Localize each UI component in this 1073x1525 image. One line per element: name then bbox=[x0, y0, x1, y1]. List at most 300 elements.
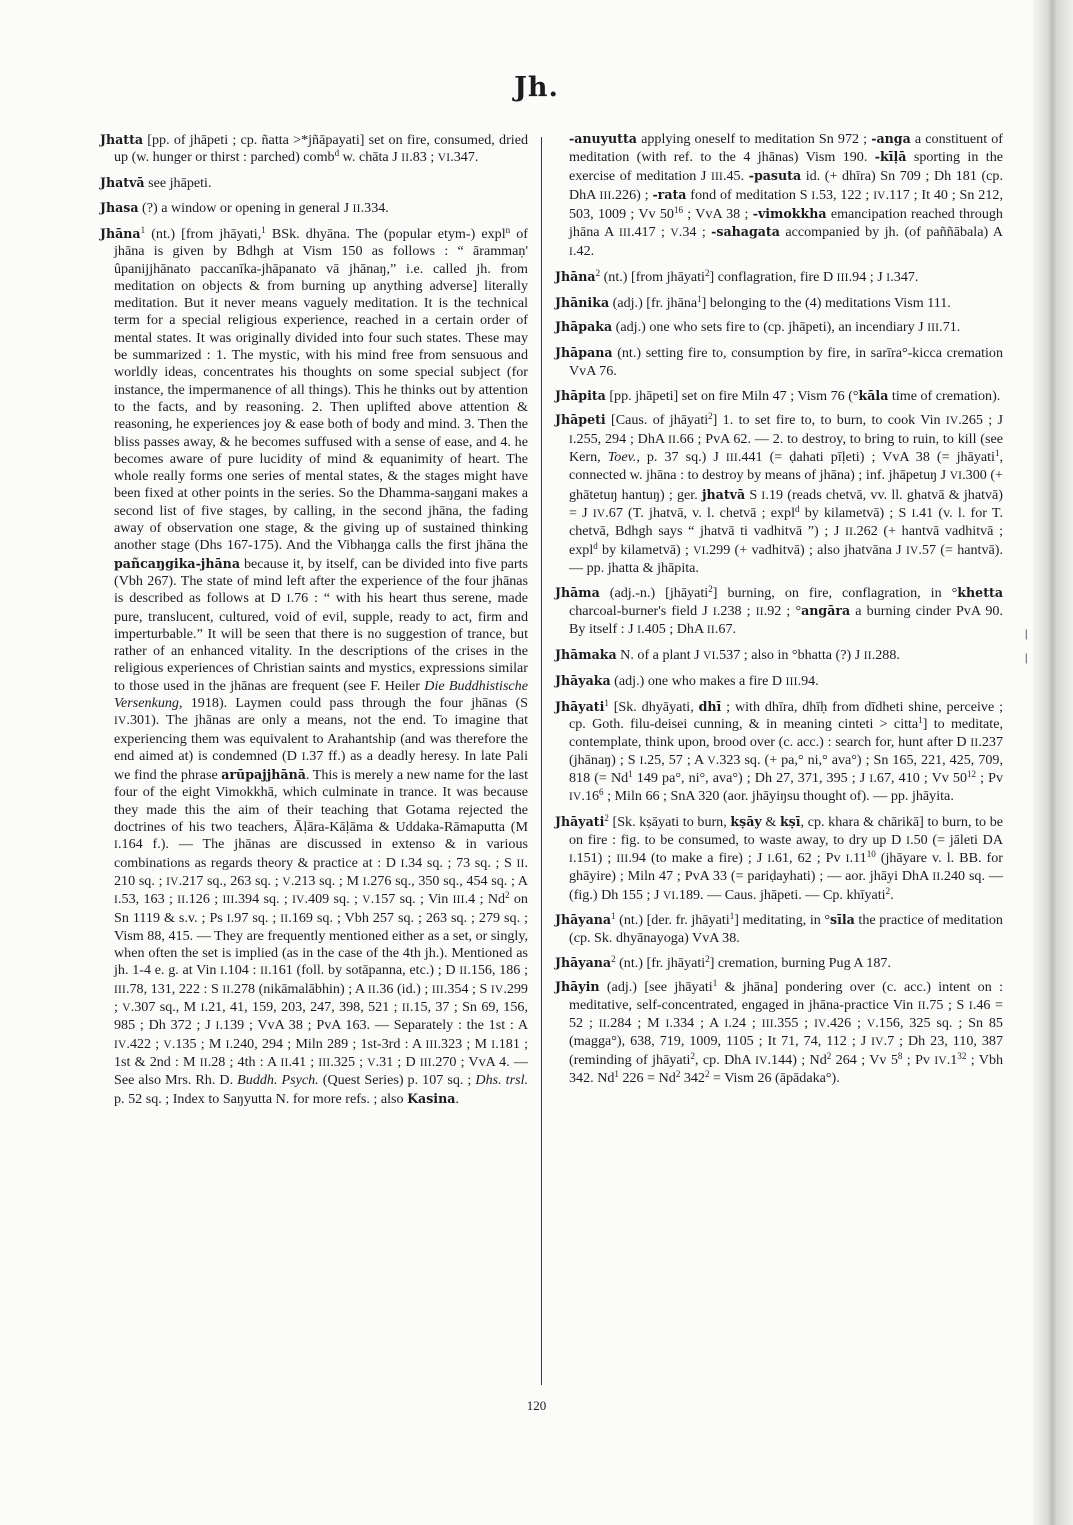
entry-volume-numeral: I bbox=[761, 489, 766, 502]
entry-volume-numeral: I bbox=[569, 245, 573, 258]
entry-volume-numeral: I bbox=[301, 750, 306, 763]
entry-volume-numeral: I bbox=[968, 999, 973, 1012]
entry-volume-numeral: II bbox=[199, 1056, 208, 1069]
entry-volume-numeral: III bbox=[711, 170, 723, 183]
dictionary-entry bbox=[100, 199, 528, 218]
entry-volume-numeral: II bbox=[280, 912, 289, 925]
entry-text: .237 (jhānaŋ) ; S bbox=[569, 733, 1003, 768]
entry-text: .354 ; S bbox=[443, 980, 491, 997]
entry-text: .240, 294 ; Miln 289 ; 1st-3rd : A bbox=[229, 1035, 426, 1052]
entry-headword: Jhāna bbox=[100, 225, 141, 241]
entry-superscript: d bbox=[334, 148, 340, 159]
entry-text: .169 sq. ; Vbh 257 sq. ; 263 sq. ; 279 sq. ; Vism 88, 415. — They are frequently mentioned either as a set, or singly, when often the set is implied (as in the case of the 4th jh.). Mentioned as jh. 1-4 e. g. at Vin bbox=[114, 909, 528, 979]
entry-superscript: 2 bbox=[708, 411, 713, 422]
entry-bold-term: -sahagata bbox=[711, 224, 780, 240]
entry-volume-numeral: II bbox=[177, 894, 186, 907]
entry-volume-numeral: II bbox=[260, 965, 269, 978]
entry-volume-numeral: II bbox=[401, 1002, 410, 1015]
entry-text: .347. bbox=[450, 149, 479, 166]
entry-text: 264 ; Vv 5 bbox=[831, 1051, 898, 1068]
entry-italic-text: Dhs. trsl. bbox=[475, 1072, 529, 1089]
entry-text: .25, 57 ; A bbox=[643, 751, 708, 768]
entry-text: .355 ; bbox=[773, 1015, 815, 1032]
entry-text: .41 (v. l. for T. chetvā, Bdhgh says “ jhatvā ti vadhitvā ”) ; J bbox=[569, 504, 1004, 540]
entry-superscript: 1 bbox=[628, 769, 633, 780]
entry-text: .144) ; Nd bbox=[767, 1051, 827, 1068]
entry-headword: Jhāpita bbox=[555, 387, 606, 403]
entry-volume-numeral: I bbox=[767, 852, 772, 865]
entry-text: .409 sq. ; bbox=[304, 891, 363, 908]
entry-volume-numeral: VI bbox=[949, 470, 963, 483]
entry-volume-numeral: I bbox=[400, 857, 405, 870]
entry-volume-numeral: V bbox=[163, 1038, 172, 1051]
entry-volume-numeral: I bbox=[569, 433, 573, 446]
entry-volume-numeral: II bbox=[970, 736, 979, 749]
entry-bold-term: khetta bbox=[957, 584, 1003, 600]
entry-headword: Jhāyin bbox=[555, 979, 600, 995]
entry-superscript: 2 bbox=[705, 953, 710, 964]
entry-text: .94 (to make a fire) ; J bbox=[628, 849, 768, 866]
entry-volume-numeral: IV bbox=[755, 1054, 768, 1067]
entry-text: .213 sq. ; M bbox=[290, 872, 363, 889]
page-gutter-shadow bbox=[1033, 0, 1073, 1525]
entry-continuation bbox=[555, 130, 1003, 261]
entry-volume-numeral: IV bbox=[871, 1036, 884, 1049]
entry-volume-numeral: III bbox=[725, 452, 738, 465]
entry-volume-numeral: II bbox=[755, 605, 764, 618]
entry-text: the practice of meditation (cp. Sk. dhyānayoga) VvA 38. bbox=[569, 912, 1003, 946]
entry-volume-numeral: V bbox=[866, 1018, 876, 1031]
entry-text: .117 ; It 40 ; Sn 212, 503, 1009 ; Vv 50 bbox=[569, 186, 1003, 223]
entry-text: .278 (nikāmalābhin) ; A bbox=[230, 980, 368, 997]
entry-text: . 210 sq. ; bbox=[114, 854, 528, 889]
entry-bold-term: sīla bbox=[830, 912, 855, 928]
entry-volume-numeral: II bbox=[352, 203, 361, 216]
entry-text: .24 ; bbox=[728, 1015, 762, 1032]
dictionary-entry bbox=[555, 268, 1003, 287]
entry-volume-numeral: II bbox=[401, 152, 410, 165]
entry-bold-term: arūpajjhānā bbox=[221, 767, 306, 783]
entry-volume-numeral: IV bbox=[114, 715, 127, 728]
entry-text: .71. bbox=[939, 319, 961, 336]
entry-text: .126 ; bbox=[185, 891, 223, 908]
entry-bold-term: angāra bbox=[801, 602, 851, 618]
entry-volume-numeral: V bbox=[670, 227, 679, 240]
entry-superscript: d bbox=[593, 540, 598, 551]
entry-bold-term: -rata bbox=[652, 186, 687, 202]
entry-volume-numeral: I bbox=[220, 965, 225, 978]
entry-headword: Jhāmaka bbox=[555, 647, 617, 663]
entry-volume-numeral: VI bbox=[703, 650, 716, 663]
entry-text: id. (+ dhīra) Sn 709 ; Dh 181 (cp. DhA bbox=[569, 167, 1003, 203]
dictionary-entry bbox=[555, 344, 1003, 380]
entry-text: (adj.-n.) [jhāyati bbox=[599, 584, 709, 601]
entry-text: .161 (foll. by sotāpanna, etc.) ; D bbox=[268, 962, 460, 979]
entry-text: , connected w. jhāna : to destroy by means of jhāna) ; inf. jhāpetuŋ J bbox=[569, 449, 1003, 484]
entry-headword: Jhāyati bbox=[555, 698, 605, 714]
dictionary-entry bbox=[555, 698, 1003, 807]
entry-superscript: 1 bbox=[712, 978, 718, 989]
entry-text: [Sk. dhyāyati, bbox=[608, 698, 699, 715]
entry-headword: Jhāna bbox=[555, 268, 596, 284]
entry-superscript: 2 bbox=[595, 267, 601, 278]
entry-superscript: 10 bbox=[866, 848, 876, 859]
entry-bold-term: -vimokkha bbox=[752, 206, 827, 222]
entry-bold-term: dhī bbox=[698, 698, 722, 714]
entry-text: .537 ; also in °bhatta (?) J bbox=[715, 647, 864, 664]
entry-volume-numeral: IV bbox=[166, 875, 179, 888]
entry-volume-numeral: IV bbox=[569, 791, 582, 804]
entry-text: & jhāna] pondering over (c. acc.) intent on : meditative, self-concentrated, engaged in jhāna-practice Vin bbox=[569, 979, 1003, 1013]
entry-text: .238 ; bbox=[716, 602, 756, 619]
entry-superscript: 32 bbox=[957, 1050, 967, 1061]
entry-headword: Jhāyaka bbox=[555, 673, 611, 689]
entry-text: 342 bbox=[680, 1069, 705, 1086]
entry-text: ] belonging to the (4) meditations Vism 111. bbox=[701, 294, 951, 311]
entry-text: (adj.) [fr. jhāna bbox=[609, 294, 698, 311]
entry-text: .265 ; J bbox=[958, 412, 1003, 429]
entry-text: [pp. of jhāpeti ; cp. ñatta >*jñāpayati] set on fire, consumed, dried up (w. hunger or thirst : parched) comb bbox=[114, 132, 528, 166]
entry-volume-numeral: III bbox=[599, 189, 612, 202]
entry-text: .83 ; bbox=[409, 149, 438, 166]
entry-volume-numeral: II bbox=[932, 871, 941, 884]
entry-text: .151) ; bbox=[573, 849, 617, 866]
entry-text: .94. bbox=[797, 673, 819, 690]
entry-text: .276 sq., 350 sq., 454 sq. ; A bbox=[366, 872, 528, 889]
entry-text: .270 ; VvA 4. — See also Mrs. Rh. D. bbox=[114, 1053, 528, 1089]
entry-text: .31 ; D bbox=[375, 1053, 420, 1070]
entry-superscript: 1 bbox=[614, 1068, 619, 1079]
entry-volume-numeral: I bbox=[724, 1018, 729, 1031]
entry-text: fond of meditation S bbox=[686, 186, 812, 203]
entry-text: .323 sq. (+ pa,° ni,° ava°) ; Sn 165, 221, 425, 709, 818 (= Nd bbox=[569, 751, 1003, 787]
dictionary-entry bbox=[100, 225, 528, 1108]
entry-volume-numeral: III bbox=[927, 322, 940, 335]
entry-text: .164 f.). — The jhānas are discussed in extenso & in various combinations as regards theory & practice at : D bbox=[114, 836, 528, 871]
page-number: 120 bbox=[526, 1398, 547, 1413]
entry-text: .57 (= hantvā). — pp. jhatta & jhāpita. bbox=[569, 541, 1003, 576]
entry-superscript: 1 bbox=[697, 293, 702, 304]
entry-text: emancipation reached through jhāna A bbox=[569, 206, 1003, 241]
entry-volume-numeral: III bbox=[616, 852, 629, 865]
entry-text: .334 ; A bbox=[669, 1015, 725, 1032]
entry-text: ; Pv bbox=[976, 770, 1003, 787]
entry-volume-numeral: V bbox=[282, 875, 291, 888]
entry-volume-numeral: IV bbox=[945, 415, 959, 428]
entry-bold-term: -pasuta bbox=[748, 167, 802, 183]
entry-volume-numeral: II bbox=[668, 433, 677, 446]
entry-headword: Jhāma bbox=[555, 584, 600, 600]
entry-text: .156, 186 ; bbox=[467, 962, 528, 979]
entry-superscript: 1 bbox=[604, 697, 609, 708]
entry-volume-numeral: III bbox=[836, 271, 849, 284]
entry-volume-numeral: III bbox=[318, 1056, 331, 1069]
entry-superscript: 8 bbox=[897, 1050, 903, 1061]
entry-text: a constituent of meditation (with ref. to the 4 jhānas) Vism 190. bbox=[569, 131, 1003, 166]
entry-volume-numeral: V bbox=[707, 754, 716, 767]
entry-text: , 1918). Laymen could pass through the four jhānas (S bbox=[178, 694, 528, 711]
entry-bold-term: Kasina bbox=[407, 1090, 456, 1106]
entry-superscript: 6 bbox=[599, 787, 604, 798]
entry-text: .61, 62 ; Pv bbox=[771, 849, 846, 866]
entry-text: ] to meditate, contemplate, think upon, brood over (c. acc.) : search for, hunt after D bbox=[569, 716, 1004, 750]
entry-volume-numeral: II bbox=[367, 983, 376, 996]
entry-text: .426 ; bbox=[826, 1015, 867, 1032]
entry-superscript: 2 bbox=[704, 1068, 710, 1079]
entry-text: .34 sq. ; 73 sq. ; S bbox=[404, 854, 517, 871]
entry-superscript: 2 bbox=[505, 890, 510, 901]
entry-text: ; VvA 38 ; bbox=[682, 206, 753, 223]
entry-bold-term: kṣāy bbox=[730, 814, 762, 830]
entry-superscript: 1 bbox=[729, 911, 735, 922]
dictionary-entry bbox=[100, 174, 528, 192]
entry-text: .50 (= jāleti DA bbox=[910, 831, 1004, 848]
entry-text: by kilametvā) ; bbox=[597, 541, 694, 558]
entry-text: .156, 325 sq. ; Sn 85 (magga°), 638, 719, 1009, 1105 ; It 71, 74, 112 ; J bbox=[569, 1015, 1003, 1050]
entry-text: .157 sq. ; Vin bbox=[370, 891, 453, 908]
dictionary-entry bbox=[555, 672, 1003, 691]
entry-text: p. 52 sq. ; Index to Saŋyutta N. for more refs. ; also bbox=[114, 1090, 408, 1107]
entry-text: .104 : bbox=[224, 962, 261, 979]
dictionary-entry bbox=[100, 131, 528, 168]
entry-text: .4 ; Nd bbox=[464, 891, 506, 908]
entry-text: .36 (id.) ; bbox=[375, 980, 432, 997]
entry-superscript: 16 bbox=[673, 205, 683, 216]
entry-text: .299 (+ vadhitvā) ; also jhatvāna J bbox=[705, 541, 906, 558]
entry-text: .53, 122 ; bbox=[815, 186, 874, 203]
entry-text: .135 ; M bbox=[171, 1035, 226, 1052]
entry-text: . bbox=[890, 886, 894, 903]
entry-text: .78, 131, 222 : S bbox=[125, 980, 223, 997]
entry-headword: Jhāpeti bbox=[555, 412, 606, 428]
entry-text: (nt.) setting fire to, consumption by fire, in sarīra°-kicca cremation VvA 76. bbox=[569, 345, 1003, 379]
entry-text: [Sk. kṣāyati to burn, bbox=[608, 814, 731, 831]
entry-volume-numeral: III bbox=[425, 1038, 438, 1051]
entry-volume-numeral: IV bbox=[292, 894, 305, 907]
entry-headword: Jhāyana bbox=[555, 912, 612, 928]
entry-superscript: 1 bbox=[140, 224, 146, 235]
entry-volume-numeral: II bbox=[280, 1056, 289, 1069]
entry-volume-numeral: I bbox=[665, 1018, 670, 1031]
entry-text: applying oneself to meditation Sn 972 ; bbox=[636, 131, 872, 147]
entry-volume-numeral: I bbox=[225, 1038, 230, 1051]
entry-text: sporting in the exercise of meditation J bbox=[569, 149, 1003, 184]
entry-text: (adj.) one who makes a fire D bbox=[610, 673, 786, 690]
entry-volume-numeral: III bbox=[452, 894, 465, 907]
entry-volume-numeral: III bbox=[431, 983, 444, 996]
entry-text: accompanied by jh. (of paññābala) A bbox=[779, 224, 1003, 241]
entry-text: .217 sq., 263 sq. ; bbox=[178, 872, 283, 889]
entry-text: .41 ; bbox=[288, 1053, 319, 1070]
entry-text: .28 ; 4th : A bbox=[207, 1053, 281, 1070]
entry-volume-numeral: III bbox=[785, 676, 798, 689]
dictionary-entry bbox=[555, 584, 1003, 640]
dictionary-entry bbox=[555, 954, 1003, 972]
entry-text: .76 : “ with his heart thus serene, made pure, translucent, cultured, void of evil, supple, ready to act, firm and imperturbable.” It will be seen that there is no suggestion of trance, but rather of an enhanced vitality. In the descriptions of the crises in the religious experiences of Christian saints and mystics, expressions similar to those used in the jhānas are frequent (see F. Heiler bbox=[114, 590, 528, 694]
entry-volume-numeral: II bbox=[516, 857, 525, 870]
entry-superscript: d bbox=[795, 503, 800, 514]
entry-text: .75 ; S bbox=[925, 996, 969, 1013]
entry-text: .94 ; J bbox=[848, 268, 887, 285]
entry-volume-numeral: VI bbox=[662, 889, 676, 902]
entry-text: .53, 163 ; bbox=[118, 891, 178, 908]
entry-text: .21, 41, 159, 203, 247, 398, 521 ; bbox=[204, 999, 402, 1016]
entry-headword: Jhāpana bbox=[555, 345, 613, 361]
entry-volume-numeral: II bbox=[917, 999, 926, 1012]
entry-text: ] conflagration, fire D bbox=[709, 268, 837, 285]
entry-volume-numeral: III bbox=[618, 227, 631, 240]
entry-text: of jhāna is given by Bdhgh at Vism 150 as follows : “ ārammaṇ' ûpanijjhānato paccanīka-jhāpanato vā jhānaŋ,” i.e. called jh. from meditation on objects & from burning up anything adverse] literally meditation. But it never means vaguely meditation. It is the technical term for a special religious experience, reached in a certain order of mental states. It was originally divided into four such states. These may be summarized : 1. The mystic, with his mind free from sensuous and worldly ideas, concentrates his thoughts on some special subject (for instance, the impermanence of all things). This he thinks out by attention to the facts, and by reasoning. 2. Then uplifted above attention & reasoning, he experiences joy & ease both of body and mind. 3. Then the bliss passes away, & he becomes suffused with a sense of ease, and 4. he becomes aware of pure lucidity of mind & equanimity of heart. The whole really forms one series of mental states, & the stages might have been fixed at other points in the series. So the Dhamma-saŋgani makes a second list of five stages, by calling, in the second jhāna, the fading away of observation one stage, & the giving up of sustained thinking another stage (Dhs 167-175). And the Vibhaŋga calls the first jhāna the bbox=[114, 225, 529, 554]
entry-superscript: n bbox=[505, 224, 511, 235]
entry-volume-numeral: VI bbox=[693, 544, 706, 557]
entry-volume-numeral: I bbox=[200, 1002, 205, 1015]
entry-text: by kilametvā) ; S bbox=[799, 504, 912, 521]
entry-volume-numeral: I bbox=[215, 1020, 220, 1033]
entry-superscript: 1 bbox=[994, 448, 1000, 459]
entry-bold-term: jhatvā bbox=[701, 486, 746, 502]
entry-text: (adj.) [see jhāyati bbox=[599, 979, 713, 996]
entry-text: .307 sq., M bbox=[130, 999, 201, 1016]
dictionary-entry bbox=[555, 294, 1003, 312]
entry-text: (nt.) [der. fr. jhāyati bbox=[615, 912, 730, 929]
entry-text: .347. bbox=[890, 268, 919, 285]
entry-headword: Jhatvā bbox=[100, 175, 145, 191]
entry-bold-term: -anga bbox=[871, 131, 911, 146]
entry-volume-numeral: V bbox=[362, 894, 371, 907]
entry-volume-numeral: I bbox=[637, 624, 642, 637]
entry-text: (?) a window or opening in general J bbox=[138, 200, 353, 217]
entry-superscript: 2 bbox=[690, 1050, 695, 1061]
entry-text: ; Vbh 342. Nd bbox=[569, 1051, 1004, 1086]
entry-volume-numeral: IV bbox=[873, 189, 886, 202]
entry-text: . This is merely a new name for the last four of the eight Vimokkhā, which culminate in trance. It was because they made this the aim of their teaching that Gotama rejected the doctrines of his two teachers, Āḷāra-Kāḷāma & Uddaka-Rāmaputta (M bbox=[114, 767, 528, 836]
entry-text: . bbox=[455, 1090, 459, 1107]
entry-text: .226) ; bbox=[611, 186, 653, 203]
entry-volume-numeral: I bbox=[491, 1038, 496, 1051]
entry-volume-numeral: III bbox=[114, 983, 126, 996]
entry-text: ] 1. to set fire to, to burn, to cook Vin bbox=[712, 412, 946, 429]
entry-text: .1 bbox=[946, 1051, 958, 1068]
entry-text: .300 (+ ghātetuŋ hantuŋ) ; ger. bbox=[569, 467, 1003, 503]
entry-text: .323 ; M bbox=[437, 1035, 492, 1052]
entry-text: .262 (+ hantvā vadhitvā ; expl bbox=[569, 523, 1003, 558]
entry-text: 226 = Nd bbox=[618, 1069, 676, 1086]
entry-italic-text: Toev. bbox=[607, 449, 637, 466]
entry-volume-numeral: I bbox=[911, 507, 916, 520]
dictionary-entry bbox=[555, 978, 1003, 1087]
entry-text: .240 sq. — (fig.) Dh 155 ; J bbox=[569, 868, 1003, 903]
entry-text: .15, 37 ; Sn 69, 156, 985 ; Dh 372 ; J bbox=[114, 999, 528, 1034]
entry-text: .255, 294 ; DhA bbox=[573, 430, 669, 447]
entry-text: .19 (reads chetvā, vv. ll. ghatvā & jhatvā) = J bbox=[569, 486, 1004, 521]
right-column bbox=[555, 130, 1003, 1094]
entry-text: .92 ; ° bbox=[763, 602, 802, 619]
entry-volume-numeral: V bbox=[367, 1056, 376, 1069]
entry-text: .284 ; M bbox=[606, 1015, 666, 1032]
entry-text: .422 ; bbox=[126, 1035, 164, 1052]
entry-superscript: 2 bbox=[611, 953, 616, 964]
entry-volume-numeral: I bbox=[869, 773, 874, 786]
entry-text: [pp. jhāpeti] set on fire Miln 47 ; Vism 76 (° bbox=[605, 387, 859, 404]
entry-text: .46 = 52 ; bbox=[569, 996, 1003, 1032]
entry-text: .7 ; Dh 23, 110, 387 (reminding of jhāyati bbox=[569, 1033, 1004, 1068]
entry-text: charcoal-burner's field J bbox=[569, 602, 713, 619]
entry-volume-numeral: IV bbox=[114, 1038, 127, 1051]
entry-volume-numeral: III bbox=[419, 1056, 432, 1069]
entry-volume-numeral: IV bbox=[905, 544, 919, 557]
entry-text: , cp. khara & chārikā] to burn, to be on fire : fig. to be consumed, to waste away, to dry up D bbox=[569, 814, 1003, 848]
entry-text: = Vism 26 (āpādaka°). bbox=[709, 1069, 840, 1086]
entry-volume-numeral: I bbox=[362, 875, 367, 888]
entry-text: .139 ; VvA 38 ; PvA 163. — Separately : the 1st : A bbox=[219, 1017, 528, 1034]
entry-text: BSk. dhyāna. The (popular etym-) expl bbox=[265, 225, 506, 242]
entry-headword: Jhatta bbox=[100, 132, 144, 147]
entry-text: ; Miln 66 ; SnA 320 (aor. jhāyiŋsu thought of). — pp. jhāyita. bbox=[603, 788, 954, 805]
entry-text: (nt.) [from jhāyati, bbox=[145, 225, 262, 242]
entry-text: 149 pa°, ni°, ava°) ; Dh 27, 371, 395 ; J bbox=[632, 770, 870, 787]
entry-volume-numeral: III bbox=[222, 894, 235, 907]
entry-superscript: 1 bbox=[918, 715, 923, 726]
entry-text: .189. — Caus. jhāpeti. — Cp. khīyati bbox=[675, 886, 886, 903]
entry-text: .288. bbox=[871, 647, 900, 664]
entry-text: time of cremation). bbox=[888, 387, 1001, 404]
dictionary-entry bbox=[555, 911, 1003, 947]
entry-text: .325 ; bbox=[330, 1053, 368, 1070]
entry-text: (nt.) [from jhāyati bbox=[600, 268, 705, 285]
entry-superscript: 2 bbox=[708, 583, 713, 594]
entry-text: ] cremation, burning Pug A 187. bbox=[709, 954, 891, 971]
entry-volume-numeral: I bbox=[569, 852, 573, 865]
entry-text: .405 ; DhA bbox=[641, 621, 707, 638]
entry-text: .417 ; bbox=[630, 224, 671, 241]
entry-text: S bbox=[745, 486, 762, 503]
entry-bold-term: kāla bbox=[858, 387, 889, 403]
entry-volume-numeral: I bbox=[114, 839, 118, 852]
entry-volume-numeral: II bbox=[706, 624, 715, 637]
entry-volume-numeral: IV bbox=[934, 1054, 947, 1067]
entry-text: .34 ; bbox=[678, 224, 712, 241]
entry-text: , p. 37 sq.) J bbox=[636, 449, 726, 466]
entry-volume-numeral: I bbox=[845, 852, 850, 865]
entry-text: .299 ; bbox=[114, 980, 528, 1016]
entry-superscript: 2 bbox=[826, 1050, 832, 1061]
entry-bold-term: -kīḷā bbox=[874, 149, 907, 165]
entry-volume-numeral: IV bbox=[490, 983, 504, 996]
entry-bold-term: -anuyutta bbox=[569, 131, 637, 146]
entry-text: .301). The jhānas are only a means, not the end. To imagine that experiencing them was equivalent to Arahantship (and was therefore the end aimed at) is condemned (D bbox=[114, 712, 528, 764]
entry-headword: Jhāyana bbox=[555, 954, 612, 970]
entry-volume-numeral: II bbox=[459, 965, 468, 978]
entry-text: .181 ; 1st & 2nd : M bbox=[114, 1035, 529, 1070]
entry-text: [Caus. of jhāyati bbox=[605, 412, 709, 429]
entry-superscript: 2 bbox=[885, 885, 891, 896]
entry-text: w. chāta J bbox=[339, 149, 402, 166]
entry-text: (Quest Series) p. 107 sq. ; bbox=[318, 1072, 476, 1089]
entry-italic-text: Buddh. Psych. bbox=[237, 1072, 319, 1089]
entry-volume-numeral: I bbox=[886, 271, 891, 284]
entry-text: (adj.) one who sets fire to (cp. jhāpeti), an incendiary J bbox=[612, 319, 928, 336]
entry-text: .67. bbox=[714, 621, 737, 638]
entry-text: on Sn 1119 & s.v. ; Ps bbox=[114, 891, 528, 926]
entry-text: .97 sq. ; bbox=[230, 909, 281, 926]
entry-text: (nt.) [fr. jhāyati bbox=[615, 954, 706, 971]
entry-text: a burning cinder PvA 90. By itself : J bbox=[569, 602, 1003, 638]
entry-text: because it, by itself, can be divided into five parts (Vbh 267). The state of mind left after the experience of the four jhānas is described as follows at D bbox=[114, 555, 528, 607]
entry-volume-numeral: I bbox=[114, 894, 118, 907]
entry-text: .334. bbox=[360, 200, 389, 217]
entry-superscript: 1 bbox=[611, 911, 616, 922]
margin-mark: | bbox=[1025, 652, 1028, 664]
